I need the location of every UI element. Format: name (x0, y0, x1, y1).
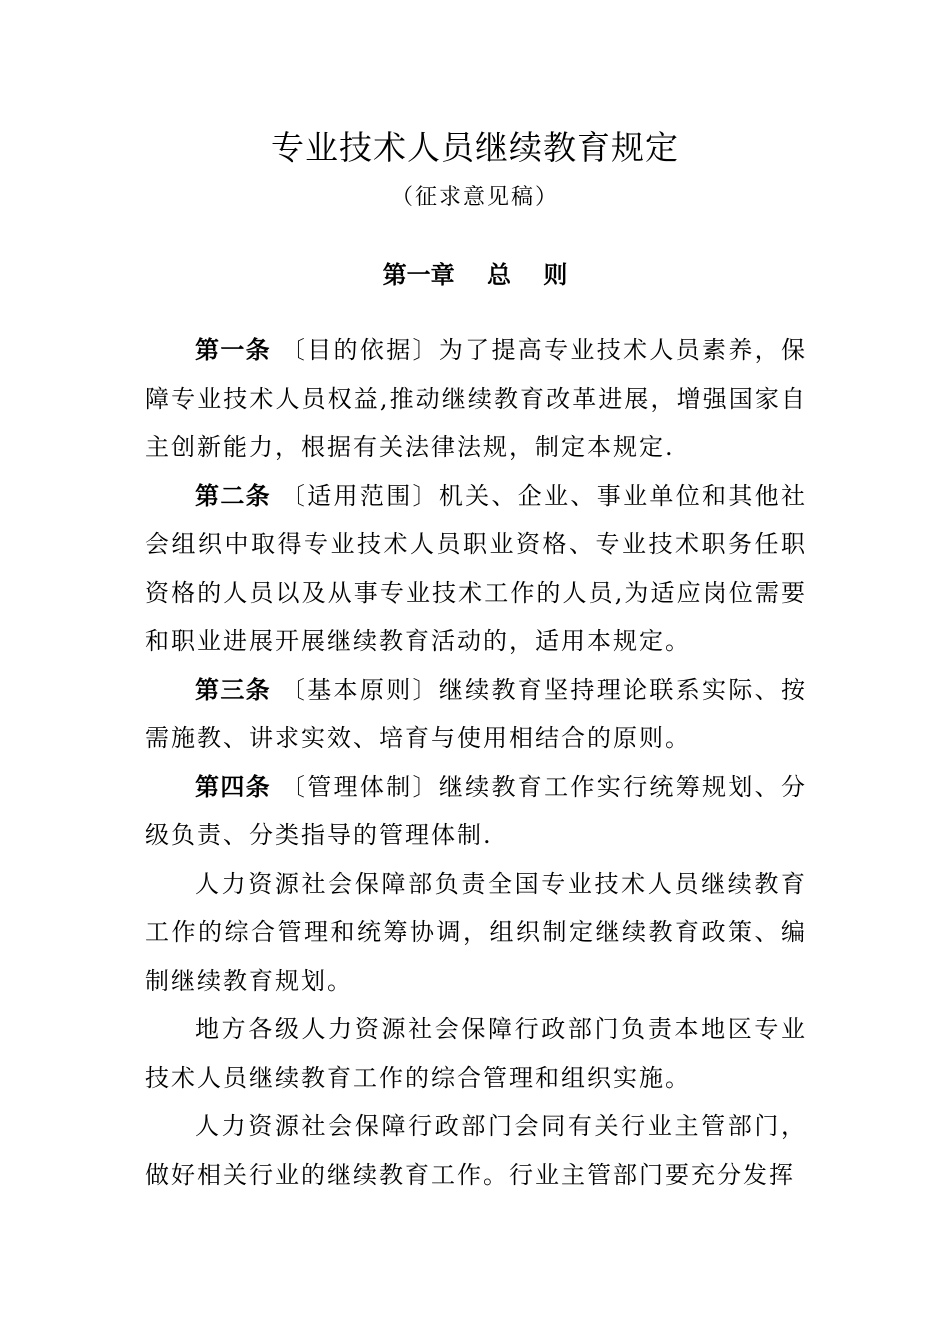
article-1 (145, 326, 807, 472)
article-3 (145, 666, 807, 763)
article-number: 第三条 (195, 675, 271, 704)
article-number: 第二条 (195, 481, 271, 510)
article-text: 〔目的依据〕为了提高专业技术人员素养，保障专业技术人员权益,推动继续教育改革进展，增强国家自主创新能力，根据有关法律法规，制定本规定. (145, 336, 807, 461)
article-4 (145, 763, 807, 860)
article-2 (145, 472, 807, 666)
paragraph: 人力资源社会保障行政部门会同有关行业主管部门，做好相关行业的继续教育工作。行业主管部门要充分发挥 (145, 1112, 807, 1189)
article-text: 〔适用范围〕机关、企业、事业单位和其他社会组织中取得专业技术人员职业资格、专业技术职务任职资格的人员以及从事专业技术工作的人员,为适应岗位需要和职业进展开展继续教育活动的，适用本规定。 (145, 481, 807, 655)
article-number: 第四条 (195, 772, 271, 801)
paragraph: 人力资源社会保障部负责全国专业技术人员继续教育工作的综合管理和统筹协调，组织制定继续教育政策、编制继续教育规划。 (145, 869, 807, 995)
document-body (145, 326, 807, 1199)
chapter-heading: 第一章 总 则 (382, 261, 568, 289)
article-number: 第一条 (195, 336, 271, 364)
article-text: 〔管理体制〕继续教育工作实行统筹规划、分级负责、分类指导的管理体制. (145, 772, 807, 849)
document-title: 专业技术人员继续教育规定 (271, 128, 679, 167)
article-text: 〔基本原则〕继续教育坚持理论联系实际、按需施教、讲求实效、培育与使用相结合的原则。 (145, 675, 807, 752)
document-subtitle: （征求意见稿） (390, 185, 559, 210)
paragraph: 地方各级人力资源社会保障行政部门负责本地区专业技术人员继续教育工作的综合管理和组织实施。 (145, 1015, 807, 1092)
